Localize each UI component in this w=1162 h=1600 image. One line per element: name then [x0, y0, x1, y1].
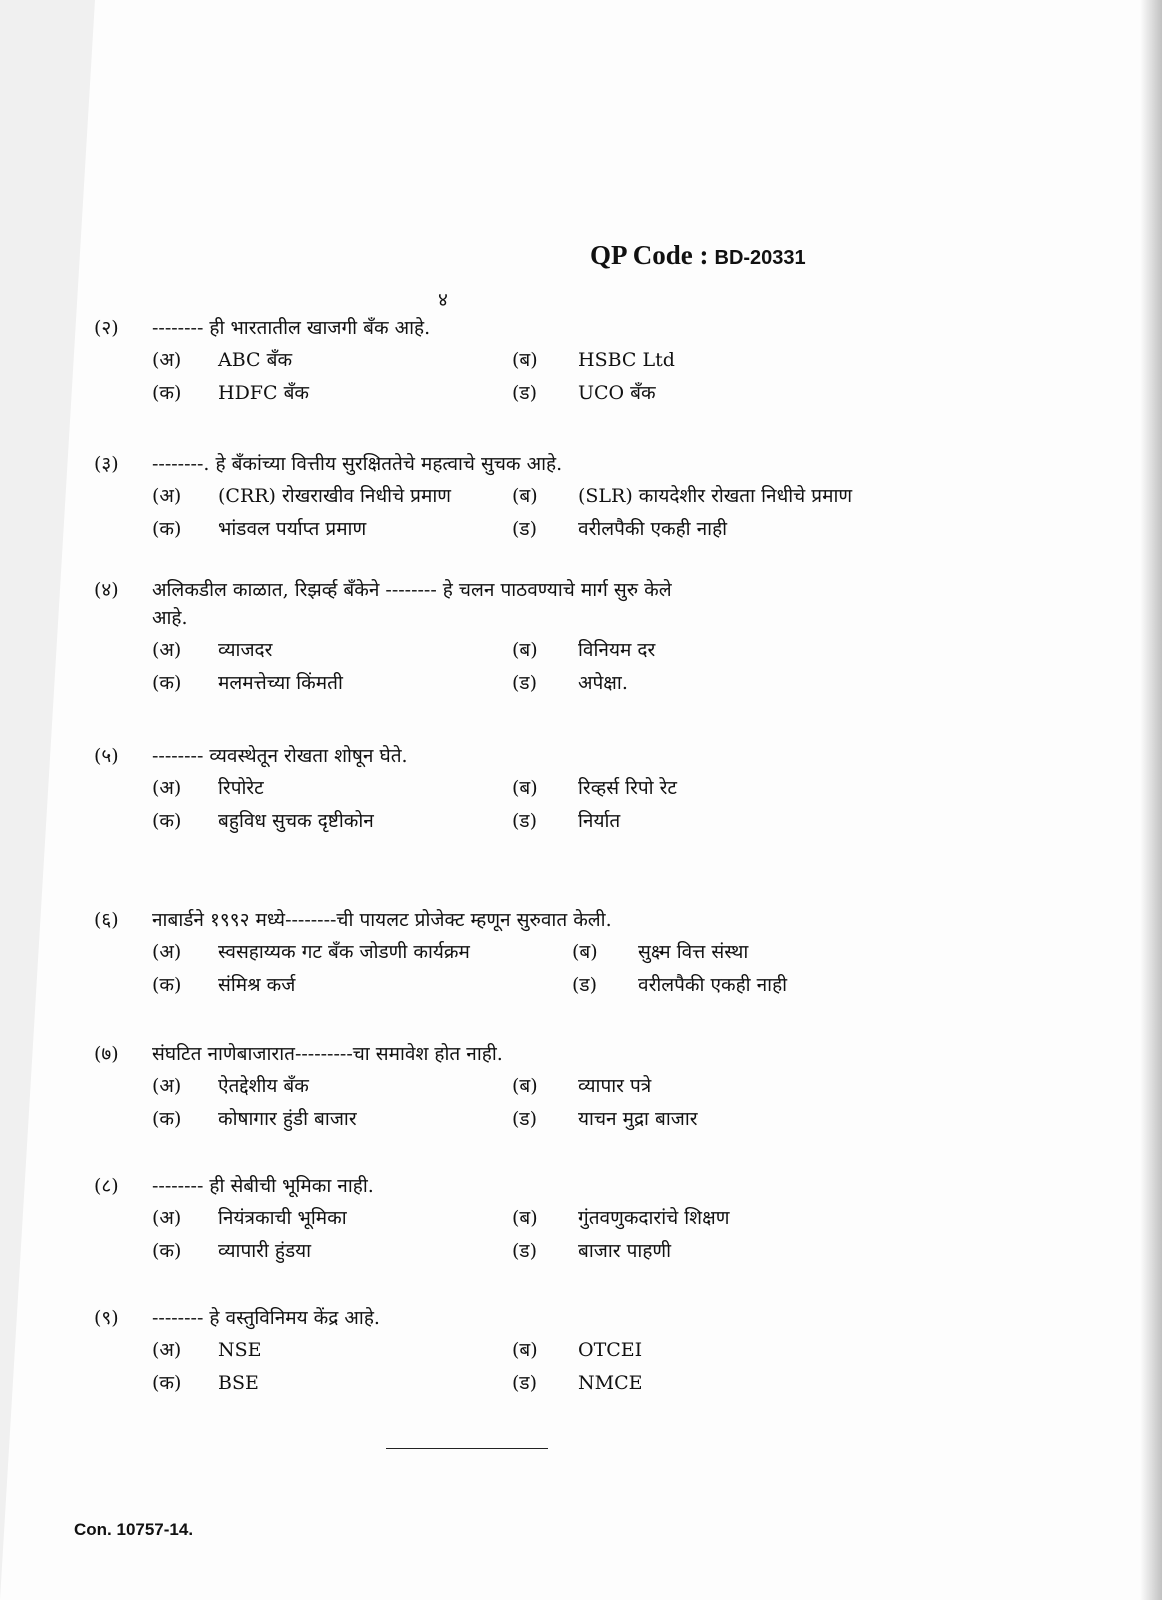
option-b: (ब) गुंतवणुकदारांचे शिक्षण: [512, 1207, 730, 1229]
option-d: (ड) याचन मुद्रा बाजार: [512, 1108, 698, 1130]
option-c: (क) मलमत्तेच्या किंमती: [152, 672, 343, 694]
option-d: (ड) बाजार पाहणी: [512, 1240, 672, 1262]
question-number: (३): [94, 453, 119, 475]
options: [152, 482, 892, 543]
option-c: (क) व्यापारी हुंडया: [152, 1240, 312, 1262]
option-b: (ब) विनियम दर: [512, 639, 656, 661]
end-divider: [386, 1448, 548, 1449]
question-5: [94, 742, 892, 835]
option-b: (ब) OTCEI: [512, 1339, 643, 1361]
question-8: [94, 1172, 892, 1265]
option-c: (क) HDFC बँक: [152, 382, 310, 404]
option-d: (ड) अपेक्षा.: [512, 672, 628, 694]
question-number: (६): [94, 909, 119, 931]
question-text: -------- ही भारतातील खाजगी बँक आहे.: [152, 317, 431, 339]
option-b: (ब) सुक्ष्म वित्त संस्था: [572, 941, 749, 963]
question-number: (५): [94, 745, 119, 767]
question-6: [94, 906, 892, 999]
qp-code-value: BD-20331: [714, 247, 806, 269]
option-d: (ड) वरीलपैकी एकही नाही: [572, 974, 788, 996]
options: [152, 1204, 892, 1265]
options: [152, 774, 892, 835]
con-number: Con. 10757-14.: [74, 1520, 194, 1539]
question-3: [94, 450, 892, 543]
question-number: (७): [94, 1043, 119, 1065]
question-text: --------. हे बँकांच्या वित्तीय सुरक्षिततेचे महत्वाचे सुचक आहे.: [152, 453, 563, 475]
scan-edge-right: [1140, 0, 1162, 1600]
option-a: (अ) ऐतद्देशीय बँक: [152, 1075, 309, 1097]
question-text: -------- हे वस्तुविनिमय केंद्र आहे.: [152, 1307, 380, 1329]
qp-code-header: [590, 240, 806, 271]
question-4: [94, 576, 892, 697]
question-number: (८): [94, 1175, 119, 1197]
option-d: (ड) UCO बँक: [512, 382, 656, 404]
options: [152, 346, 892, 407]
question-number: (४): [94, 579, 119, 601]
question-text: अलिकडील काळात, रिझर्व्ह बँकेने -------- हे चलन पाठवण्याचे मार्ग सुरु केले: [152, 579, 672, 601]
question-2: [94, 314, 892, 407]
option-c: (क) भांडवल पर्याप्त प्रमाण: [152, 518, 367, 540]
question-7: [94, 1040, 892, 1133]
option-c: (क) BSE: [152, 1372, 259, 1394]
question-number: (९): [94, 1307, 119, 1329]
option-a: (अ) (CRR) रोखराखीव निधीचे प्रमाण: [152, 485, 452, 507]
option-a: (अ) नियंत्रकाची भूमिका: [152, 1207, 347, 1229]
page-number: ४: [438, 289, 448, 311]
question-text: -------- ही सेबीची भूमिका नाही.: [152, 1175, 374, 1197]
option-a: (अ) व्याजदर: [152, 639, 273, 661]
option-d: (ड) निर्यात: [512, 810, 621, 832]
option-b: (ब) HSBC Ltd: [512, 349, 675, 371]
option-a: (अ) रिपोरेट: [152, 777, 264, 799]
options: [152, 636, 892, 697]
option-c: (क) कोषागार हुंडी बाजार: [152, 1108, 357, 1130]
option-a: (अ) ABC बँक: [152, 349, 293, 371]
question-text: संघटित नाणेबाजारात---------चा समावेश होत नाही.: [152, 1043, 503, 1065]
question-text: नाबार्डने १९९२ मध्ये--------ची पायलट प्रोजेक्ट म्हणून सुरुवात केली.: [152, 909, 612, 931]
question-text: -------- व्यवस्थेतून रोखता शोषून घेते.: [152, 745, 408, 767]
question-number: (२): [94, 317, 119, 339]
question-text-continued: आहे.: [152, 607, 188, 629]
option-b: (ब) रिव्हर्स रिपो रेट: [512, 777, 677, 799]
option-b: (ब) व्यापार पत्रे: [512, 1075, 652, 1097]
options: [152, 938, 892, 999]
option-b: (ब) (SLR) कायदेशीर रोखता निधीचे प्रमाण: [512, 485, 853, 507]
options: [152, 1072, 892, 1133]
option-a: (अ) स्वसहाय्यक गट बँक जोडणी कार्यक्रम: [152, 941, 470, 963]
scan-edge-left: [0, 0, 95, 1600]
option-d: (ड) NMCE: [512, 1372, 643, 1394]
option-c: (क) बहुविध सुचक दृष्टीकोन: [152, 810, 374, 832]
option-d: (ड) वरीलपैकी एकही नाही: [512, 518, 728, 540]
options: [152, 1336, 892, 1397]
qp-code-label: QP Code :: [590, 240, 709, 270]
option-a: (अ) NSE: [152, 1339, 262, 1361]
question-9: [94, 1304, 892, 1397]
option-c: (क) संमिश्र कर्ज: [152, 974, 296, 996]
